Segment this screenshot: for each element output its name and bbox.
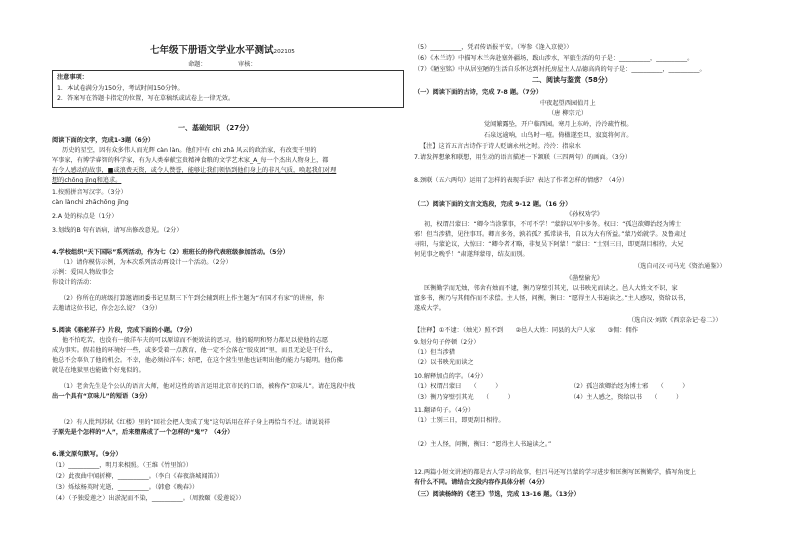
question: 5.阅读《骆驼祥子》片段，完成下面的小题。（7分） [52,327,196,334]
passage-line: 就是在地狱里也能做个好鬼似的。 [52,367,145,374]
section-heading: 二、阅读与鉴赏（58分） [532,76,612,84]
question: 有什么不同。请结合文段内容作具体分析（4分） [414,479,549,486]
passage-line: 历史的星空，因有众多伟人而光辉 càn làn。他们中有 chì zhā 风云的政治家，有改变千里的 [62,147,317,154]
sub-question: 出一个具有“京味儿”的短语（3分） [52,393,152,400]
poem-author: （唐 柳宗元） [548,110,588,117]
sub-question: （1）老舍先生是个公认的语言大师，他对这性的语言运用北京市民的口语，被称作“京味儿”。请在选段中找 [60,383,355,390]
design-label: 你设计的活动： [52,279,96,286]
question: 11.翻译句子。（4分） [414,407,475,414]
poem-note: 【注】这首五言古诗作于诗人贬谪永州之时。泠泠：指泉水 [420,143,581,150]
answer-item: （3）衡乃穿壁引其光 （ ） [414,394,514,401]
text-line: 匡衡勤学而无烛，邻舍有烛而不逮，衡乃穿壁引其光，以书映光而读之。邑人大姓文不识，家 [424,285,678,292]
question: 1.按照拼音写汉字。（3分） [52,189,127,196]
text-source: （选自司汉·司马光《资治通鉴》） [634,263,726,270]
text-title: 《凿壁偷光》 [566,275,604,282]
passage-line: 他不怕吃苦，也没有一般洋车夫的可以原谅而不便效法的恶习，他的聪明和努力都足以使他的志愿 [62,337,329,344]
pinyin-row: càn lànchì zhāchōng jǐng [52,199,129,206]
recite-item: （2）此夜曲中闻折柳，__________。（李白《春夜洛城闻笛》） [52,473,223,480]
question: 9.划分句子停顿（2分） [414,339,480,346]
notice-heading: 注意事项： [57,74,88,81]
author-label: 命题： [188,61,207,68]
text-line: 遂成大学。 [414,305,445,312]
recite-item: （4）（予独爱莲之）出淤泥而不染，__________。（周敦颐《爱莲说》） [52,495,245,502]
question: 12.两篇小短文讲述的都是古人学习的故事，但吕马还写吕蒙的学习进步和匡衡写匡衡勤学，描写角度上 [414,469,697,476]
question: 3.划线的B 句有语病，请写出修改意见。（2分） [52,227,183,234]
poem-title: 中夜起望西园值月上 [540,100,596,107]
notice-box [52,70,404,108]
notice-item: 1．本试卷满分为150分，考试时间150分钟。 [57,85,184,92]
sub-section: （一）阅读下面的古诗，完成 7-8 题。（7分） [414,89,543,96]
passage-line: 成为事实。假若他的环境好一些，或多受着一点教育，他一定不会落在“胶皮团”里，而且无论是干什么， [52,347,337,354]
example-text: 示例：爱国人物故事会 [52,269,114,276]
answer-item: （1）权谓吕蒙曰 （ ） [414,383,502,390]
question: 8.颈联（五六两句）运用了怎样的表现手法？表达了作者怎样的情感？（4分） [414,177,629,184]
recite-item: （7）《陋室铭》中从居室陋的生活自乐怀达到衬托房屋主人品德高尚的句子是：__________，__________。 [414,66,706,73]
passage-line: 有令人感动的故事，■或浪费天资，或令人赞誉，能够让我们领悟到他们身上的非凡气质，唤起我们对理 [52,167,337,174]
text-source: （选自汉·刘歆《西京杂记·卷二》） [628,317,722,324]
notice-item: 2．答案写在答题卡指定的位置，写在草稿纸或试卷上一律无效。 [57,95,235,102]
text-title: 《孙权劝学》 [566,211,604,218]
page-title: 七年级下册语文学业水平测试202105 [150,45,295,56]
text-line: 何见事之晚乎！”肃遂拜蒙母，结友而别。 [414,251,529,258]
sub-question: （1）请你模仿示例，为本次系列活动再设计一个活动。（2分） [60,259,232,266]
recite-item: （1）__________，明月来相照。（王维《竹里馆》） [52,462,193,469]
sub-question: 去邀请这位书记，你会怎么说？（3分） [52,305,162,312]
question: 6.课文原句默写。（9分） [52,451,122,458]
passage-line: 想的chōng jǐng和追求。 [52,177,122,184]
text-line: 寻阳，与蒙论议，大惊曰：“卿今者才略，非复吴下阿蒙！”蒙曰：“士别三日，即更刮目相待，大兄 [414,241,684,248]
answer-item: （2）孤岂欲卿治经为博士邪 （ ） [570,383,689,390]
passage-line: 他总不会辜负了他的机会。不幸，他必须拉洋车；好吧，在这个营生里他也证明出他的能力与聪明。他仿佛 [52,357,343,364]
question: 10.解释加点的字。（4分） [414,373,487,380]
question: 4.学校组织“天下国际”系列活动，作为七（2）班班长的你代表班级参加活动。（5分） [52,249,289,256]
answer-item: （4）主人感之，资给以书 （ ） [570,394,683,401]
recite-item: （6）《木兰诗》中描写木兰奔赴塞外疆场，跋山涉水，军旅生活的句子是：__________，__________。 [414,55,694,62]
sub-section: （二）阅读下面的文言文选段，完成 9-12 题。（16 分） [414,201,572,208]
answer-item: （1）士别三日，即更刮目相待。 [414,417,505,424]
recite-item: （3）烁炫杨英时光逝，__________。（韩愈《晚春》） [52,484,199,491]
sub-question: （2）有人批判苏轼《红楼》里的“回社会把人变成了鬼”这句话用在祥子身上再恰当不过。请说说祥 [60,419,331,426]
reading-intro: 阅读下面的文字，完成1-3题（6分） [52,137,155,144]
notes: 【注释】①不逮：（烛光）照不到 ②邑人大姓：同县的大户人家 ③佣：佣作 [414,327,638,334]
sub-question: 子原先是个怎样的“人”，后来堕落成了一个怎样的“鬼”？（4分） [52,429,234,436]
reviewer-label: 审核： [238,61,257,68]
text-line: 初，权谓吕蒙曰：“卿今当涂掌事，不可不学！”蒙辞以军中多务。权曰：“孤岂欲卿治经为博士 [424,221,682,228]
sub-question: （2）你所在的班级打算邀请团委书记星期三下午到会辅到班上作主题为“有国才有家”的讲座，你 [60,295,325,302]
answer-item: （2）主人怪，问衡，衡曰：“愿得主人书遍读之。” [414,441,552,448]
answer-item: （2）以书映光而读之 [414,359,474,366]
answer-item: （1）但当涉猎 [414,349,456,356]
section-heading: 一、基础知识 （27分） [178,124,254,132]
poem-line: 觉闻繁露坠，开户临西园。寒月上东岭，泠泠疏竹根。 [484,121,633,128]
poem-line: 石泉远逾响，山鸟时一喧。倚楹遂至旦，寂寞将何言。 [484,132,633,139]
question: 7.请发挥想象和联想，用生动的语言描述一下颔联（三四两句）的画面。（3分） [414,154,632,161]
recite-item: （5）__________，凭君传语报平安。（岑参《逢入京使》） [414,44,573,51]
text-line: 富多书，衡乃与其佣作而不求偿。主人怪，问衡，衡曰：“愿得主人书遍读之。”主人感叹，资给以书， [414,295,690,302]
question: 2.A 处的标点是（1分） [52,213,118,220]
passage-line: 军事家，有博学睿智的科学家，有为人类奉献宝贵精神食粮的文学艺术家_A_每一个杰出人物身上，都 [52,157,329,164]
sub-section: （三）阅读杨绛的《老王》节选，完成 13-16 题。（13分） [414,491,580,498]
text-line: 邪！但当涉猎，见往事耳。卿言多务，孰若孤？孤常读书，自以为大有所益。”蒙乃始就学。及鲁肃过 [414,231,687,238]
